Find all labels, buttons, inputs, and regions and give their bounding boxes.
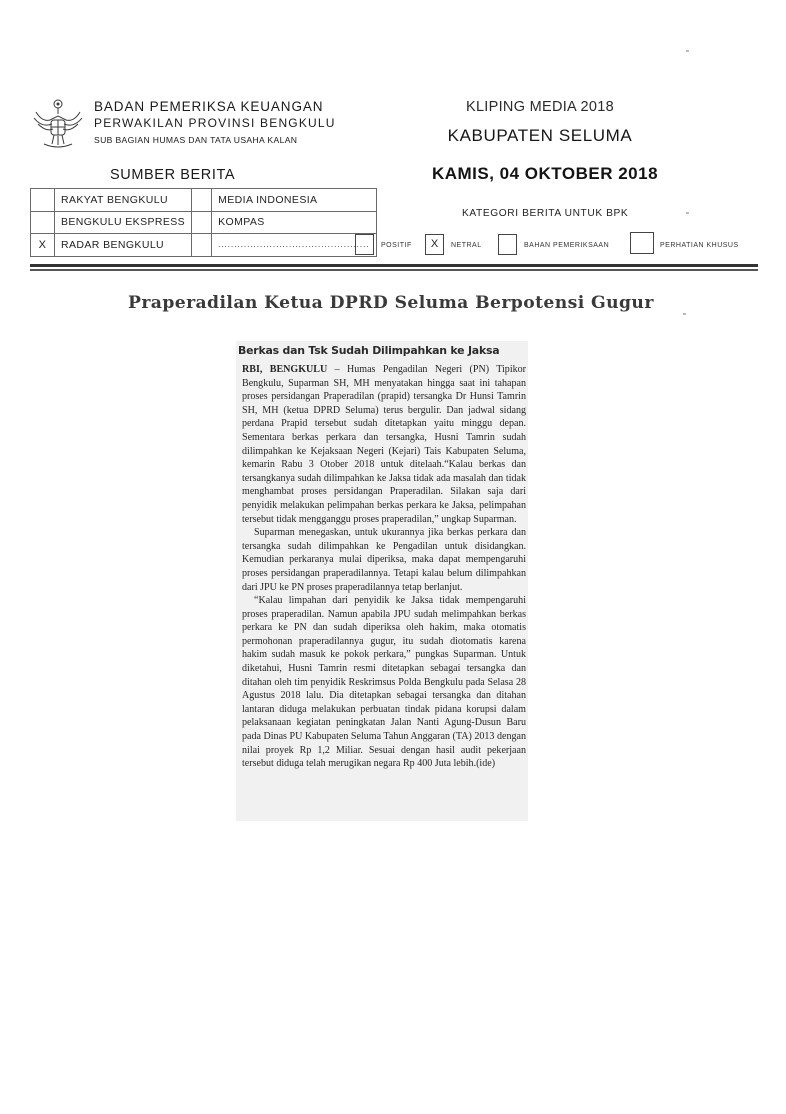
table-row bbox=[31, 234, 377, 257]
garuda-emblem-icon bbox=[28, 92, 88, 154]
article-headline: Praperadilan Ketua DPRD Seluma Berpotensi Gugur bbox=[128, 293, 654, 313]
article-paragraph-text: – Humas Pengadilan Negeri (PN) Tipikor Bengkulu, Suparman SH, MH menyatakan hingga saat ini tahapan proses persidangan Praperadilan (prapid) tersangka Dr Hunsi Tamrin SH, MH (ketua DPRD Seluma) terus bergulir. Dan jadwal sidang perdana Prapid tersebut sudah ditetapkan yaitu minggu depan. Sementara berkas perkara dan tersangka, Husni Tamrin sudah dilimpahkan ke Kejaksaan Negeri (Kejari) Tais Kabupaten Seluma, kemarin Rabu 3 Otober 2018 untuk ditelaah.“Kalau berkas dan tersangkanya sudah dilimpahkan ke Jaksa tidak ada masalah dan tidak menghambat proses persidangan Praperadilan. Silakan saja dari penyidik melakukan pelimpahan berkas perkara ke Jaksa, pelimpahan tersebut tidak mengganggu proses praperadilan,” ungkap Suparman. bbox=[242, 364, 527, 525]
netral-label: NETRAL bbox=[451, 242, 482, 249]
scan-speck bbox=[683, 313, 686, 315]
source-mark bbox=[192, 211, 212, 234]
header-divider bbox=[30, 269, 758, 271]
source-mark: X bbox=[31, 234, 55, 257]
article-subhead: Berkas dan Tsk Sudah Dilimpahkan ke Jaksa bbox=[238, 344, 500, 357]
scan-speck bbox=[686, 212, 689, 214]
perhatian-khusus-label: PERHATIAN KHUSUS bbox=[660, 242, 739, 249]
org-name: BADAN PEMERIKSA KEUANGAN bbox=[94, 99, 324, 114]
kabupaten-title: KABUPATEN SELUMA bbox=[447, 126, 633, 145]
header-divider bbox=[30, 264, 758, 267]
bahan-pemeriksaan-checkbox bbox=[498, 234, 517, 255]
article-paragraph: “Kalau limpahan dari penyidik ke Jaksa tidak mempengaruhi proses praperadilan. Namun apabila JPU sudah melimpahkan berkas perkara ke PN dan sudah diperiksa oleh hakim, maka otomatis permohonan praperadilannya gugur, itu sudah diotomatis karena hakim sudah masuk ke pokok perkara,” pungkas Suparman. Untuk diketahui, Husni Tamrin resmi ditetapkan sebagai tersangka dan ditahan oleh tim penyidik Reskrimsus Polda Bengkulu pada Selasa 28 Agustus 2018 lalu. Dia ditetapkan sebagai tersangka dan ditahan lantaran diduga melakukan perbuatan tindak pidana korupsi dalam pelaksanaan kegiatan peningkatan Jalan Nanti Agung-Dusun Baru pada Dinas PU Kabupaten Seluma Tahun Anggaran (TA) 2013 dengan nilai proyek Rp 1,2 Miliar. Sesuai dengan hasil audit pekerjaan tersebut diduga telah merugikan negara Rp 400 Juta lebih.(ide) bbox=[242, 595, 526, 770]
source-name: RAKYAT BENGKULU bbox=[55, 189, 192, 212]
article-dateline: RBI, BENGKULU bbox=[242, 364, 328, 375]
table-row bbox=[31, 211, 377, 234]
kategori-title: KATEGORI BERITA UNTUK BPK bbox=[462, 208, 629, 219]
article-paragraph bbox=[242, 363, 526, 526]
source-table bbox=[30, 188, 377, 257]
org-branch: PERWAKILAN PROVINSI BENGKULU bbox=[94, 116, 336, 130]
bahan-pemeriksaan-label: BAHAN PEMERIKSAAN bbox=[524, 242, 610, 249]
source-blank-line: ............................................... bbox=[212, 234, 376, 257]
org-subdivision: SUB BAGIAN HUMAS DAN TATA USAHA KALAN bbox=[94, 135, 298, 145]
table-row bbox=[31, 189, 377, 212]
source-name: KOMPAS bbox=[212, 211, 376, 234]
source-name: RADAR BENGKULU bbox=[55, 234, 192, 257]
positif-label: POSITIF bbox=[381, 242, 412, 249]
article-body bbox=[242, 363, 526, 771]
positif-checkbox bbox=[355, 234, 374, 255]
perhatian-khusus-checkbox bbox=[630, 232, 654, 254]
source-mark bbox=[31, 189, 55, 212]
newspaper-clipping bbox=[236, 341, 528, 821]
netral-checkbox: X bbox=[425, 234, 444, 255]
kliping-title: KLIPING MEDIA 2018 bbox=[465, 99, 615, 115]
sumber-berita-title: SUMBER BERITA bbox=[110, 167, 236, 183]
source-name: MEDIA INDONESIA bbox=[212, 189, 376, 212]
date-title: KAMIS, 04 OKTOBER 2018 bbox=[431, 164, 659, 183]
article-paragraph: Suparman menegaskan, untuk ukurannya jika berkas perkara dan tersangka sudah dilimpahkan ke Pengadilan untuk disidangkan. Kemudian perkaranya mulai diperiksa, maka dapat mempengaruhi proses persidangan praperadilannya. Tetapi kalau belum dilimpahkan dari JPU ke PN proses praperadilannya tetap berlanjut. bbox=[242, 527, 526, 593]
source-mark bbox=[31, 211, 55, 234]
scan-speck bbox=[686, 50, 689, 52]
source-mark bbox=[192, 189, 212, 212]
source-mark bbox=[192, 234, 212, 257]
source-name: BENGKULU EKSPRESS bbox=[55, 211, 192, 234]
